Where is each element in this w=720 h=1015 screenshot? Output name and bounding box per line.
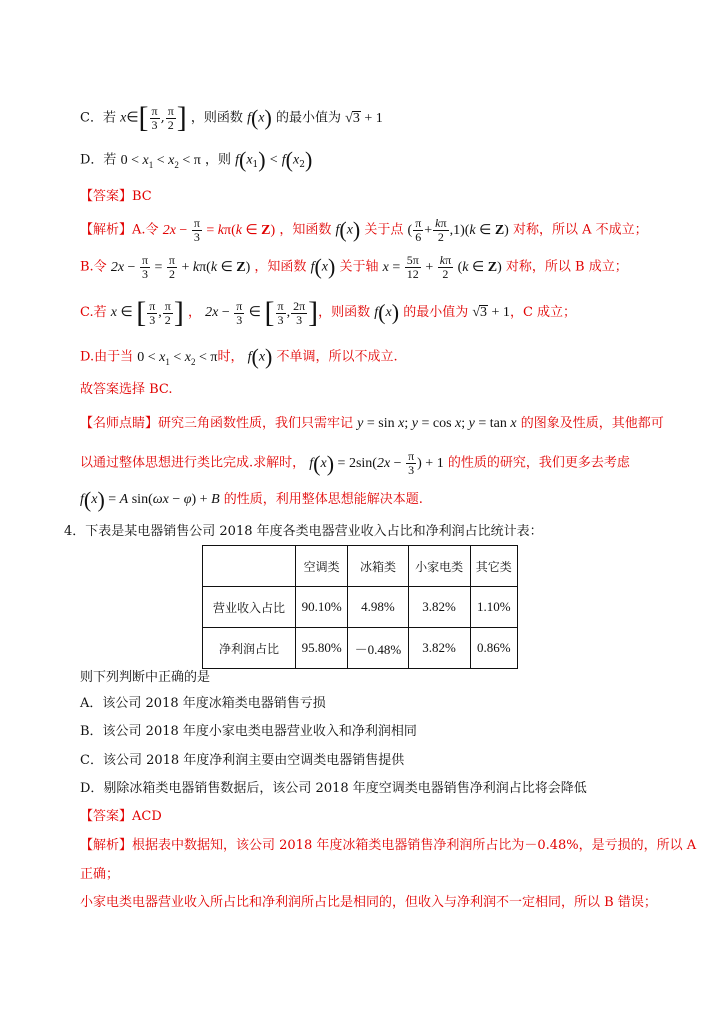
table-header-cell: 冰箱类 — [348, 546, 408, 587]
tip-l1a: 研究三角函数性质，我们只需牢记 — [158, 416, 354, 431]
math-in: ∈ — [126, 110, 139, 126]
analysis-conclusion: 故答案选择 BC. — [80, 382, 173, 397]
table-cell: 0.86% — [470, 628, 517, 669]
math-fx: f — [374, 305, 379, 321]
analysis-d-1: D.由于当 — [80, 349, 134, 365]
table-cell: －0.48% — [348, 628, 408, 669]
analysis-c-1: C.若 — [80, 305, 107, 321]
analysis-c-5: ，C 成立； — [509, 305, 577, 321]
math-frac: $\frac{\pi}{2}$ — [167, 103, 174, 132]
math-bracket: [ — [138, 101, 149, 134]
table-header-cell: 其它类 — [470, 546, 517, 587]
analysis-b-2: ，知函数 — [254, 259, 307, 275]
table-header-cell: 空调类 — [296, 546, 348, 587]
analysis-c-line: C.若 x ∈ [ $\frac{\pi}{3}$ , $\frac{\pi}{2}$ ] ， 2x − $\frac{\pi}{3}$ ∈ [ $\frac{\pi}{3}$ , $\frac{2\pi}{3}$ ]，则函数 f(x) 的最小值为 √3 + 1，C 成立； — [80, 296, 577, 329]
math-ineq: $0 < x_1 < x_2 < \pi$ — [120, 152, 201, 170]
option-c-mid: ，则函数 — [190, 110, 243, 126]
tip-l3b: 的性质，利用整体思想能解决本题. — [223, 492, 423, 508]
table-row-label: 净利润占比 — [203, 628, 296, 669]
q4-prompt: 则下列判断中正确的是 — [80, 670, 211, 685]
math-bracket: ] — [176, 101, 187, 134]
tip-l2a: 以通过整体思想进行类比完成.求解时， — [80, 455, 306, 471]
math-b-axis: x = $\frac{5\pi}{12}$ + $\frac{k\pi}{2}$ (k ∈ Z) — [382, 253, 502, 281]
table-header-row — [203, 546, 518, 587]
math-general-form: f(x) = A sin(ωx − φ) + B — [80, 487, 220, 512]
math-tip-fx: f(x) = 2sin(2x − $\frac{\pi}{3}$ ) + 1 — [309, 449, 444, 477]
tip-l1b: 的图象及性质，其他都可 — [520, 416, 664, 431]
analysis-a-1: A.令 — [132, 222, 159, 238]
math-fx: f — [310, 259, 315, 275]
analysis-a-3: 关于点 — [364, 222, 404, 238]
q4-analysis-l3: 小家电类电器营业收入所占比和净利润所占比是相同的，但收入与净利润不一定相同，所以 B 错误； — [80, 895, 657, 910]
option-c-tail: 的最小值为 — [275, 110, 341, 126]
analysis-a-2: ，知函数 — [279, 222, 332, 238]
math-c-range2: 2x − $\frac{\pi}{3}$ ∈ [ $\frac{\pi}{3}$ , $\frac{2\pi}{3}$ ] — [205, 296, 319, 329]
math-a-point: ( $\frac{\pi}{6}$ + $\frac{k\pi}{2}$ ,1)(k ∈ Z) — [407, 216, 509, 244]
table-cell: 90.10% — [296, 587, 348, 628]
analysis-a-4: 对称，所以 A 不成立； — [512, 222, 648, 238]
math-b-eq: 2x − $\frac{\pi}{3}$ = $\frac{\pi}{2}$ + kπ(k ∈ Z) — [110, 253, 251, 281]
tip-line-3 — [80, 487, 423, 512]
table-cell: 95.80% — [296, 628, 348, 669]
analysis-b-line: B.令 2x − $\frac{\pi}{3}$ = $\frac{\pi}{2}$ + kπ(k ∈ Z) ，知函数 f(x) 关于轴 x = $\frac{5\pi}{12}$ + $\frac{k\pi}{2}$ (k ∈ Z) 对称，所以 B 成立； — [80, 253, 628, 281]
table-row — [203, 587, 518, 628]
analysis-b-3: 关于轴 — [339, 259, 379, 275]
answer-q4: 【答案】ACD — [80, 809, 162, 824]
answer-q3: 【答案】BC — [80, 189, 152, 204]
analysis-d-line: D.由于当 $0 < x_1 < x_2 < \pi$时， f(x) 不单调，所以不成立. — [80, 344, 398, 369]
analysis-a-line: 【解析】A.令 2x − $\frac{\pi}{3}$ = kπ(k ∈ Z) ，知函数 f(x) 关于点 ( $\frac{\pi}{6}$ + $\frac{k\pi}{2}$ ,1)(k ∈ Z) 对称，所以 A 不成立； — [80, 216, 648, 244]
option-d-label: D．若 — [80, 152, 117, 168]
math-fx1: f — [235, 152, 239, 168]
analysis-c-2: ， — [187, 305, 201, 321]
table-cell: 3.82% — [408, 628, 470, 669]
q4-option-d: D．剔除冰箱类电器销售数据后，该公司 2018 年度空调类电器销售净利润占比将会降低 — [80, 781, 587, 796]
analysis-head: 【解析】 — [80, 222, 133, 238]
math-fx: f — [247, 110, 251, 126]
q4-option-b: B．该公司 2018 年度小家电类电器营业收入和净利润相同 — [80, 724, 417, 739]
q4-option-c: C．该公司 2018 年度净利润主要由空调类电器销售提供 — [80, 753, 405, 768]
math-fx: f — [335, 222, 340, 238]
table-row — [203, 628, 518, 669]
tip-head: 【名师点睛】 — [80, 416, 159, 431]
q4-number: 4． — [64, 524, 86, 539]
analysis-b-4: 对称，所以 B 成立； — [505, 259, 628, 275]
stats-table — [202, 545, 518, 669]
math-fx: f — [247, 349, 252, 365]
table-row-label: 营业收入占比 — [203, 587, 296, 628]
analysis-d-3: 不单调，所以不成立. — [276, 349, 398, 365]
analysis-b-1: B.令 — [80, 259, 107, 275]
q4-option-a: A．该公司 2018 年度冰箱类电器销售亏损 — [80, 696, 326, 711]
option-d-mid: ，则 — [204, 152, 231, 168]
analysis-d-2: 时， — [217, 349, 244, 365]
analysis-c-3: ，则函数 — [318, 305, 371, 321]
q4-stem — [64, 522, 543, 542]
math-sqrt3: √3 + 1 — [345, 110, 383, 126]
option-c-label: C．若 — [80, 110, 116, 126]
q4-analysis-l2: 正确； — [80, 867, 120, 882]
table-cell: 1.10% — [470, 587, 517, 628]
tip-line-1 — [80, 414, 664, 434]
tip-l2b: 的性质的研究，我们更多去考虑 — [447, 455, 630, 471]
math-trig-list: y = sin x; y = cos x; y = tan x — [357, 416, 517, 431]
math-sqrt3: √3 + 1 — [472, 305, 510, 321]
math-frac: $\frac{\pi}{3}$ — [151, 103, 158, 132]
table-cell: 4.98% — [348, 587, 408, 628]
q4-analysis-l1: 【解析】根据表中数据知，该公司 2018 年度冰箱类电器销售净利润所占比为－0.48%，是亏损的，所以 A — [80, 838, 697, 853]
tip-line-2 — [80, 450, 630, 477]
option-c-line: C．若 x∈[ $\frac{\pi}{3}$ , $\frac{\pi}{2}$ ] ，则函数 f(x) 的最小值为 √3 + 1 — [80, 101, 383, 134]
analysis-c-4: 的最小值为 — [403, 305, 469, 321]
q4-stem-text: 下表是某电器销售公司 2018 年度各类电器营业收入占比和净利润占比统计表： — [85, 524, 543, 539]
math-a-eq: 2x − $\frac{\pi}{3}$ = kπ(k ∈ Z) — [162, 216, 276, 244]
table-header-cell — [203, 546, 296, 587]
math-d-ineq: $0 < x_1 < x_2 < \pi$ — [137, 349, 218, 367]
table-header-cell: 小家电类 — [408, 546, 470, 587]
table-cell: 3.82% — [408, 587, 470, 628]
option-d-line: D．若 $0 < x_1 < x_2 < \pi$ ，则 $f(x_1) < f(x_2)$ — [80, 147, 313, 172]
math-x-in: x — [120, 110, 127, 126]
math-c-range: x ∈ [ $\frac{\pi}{3}$ , $\frac{\pi}{2}$ ] — [110, 296, 184, 329]
